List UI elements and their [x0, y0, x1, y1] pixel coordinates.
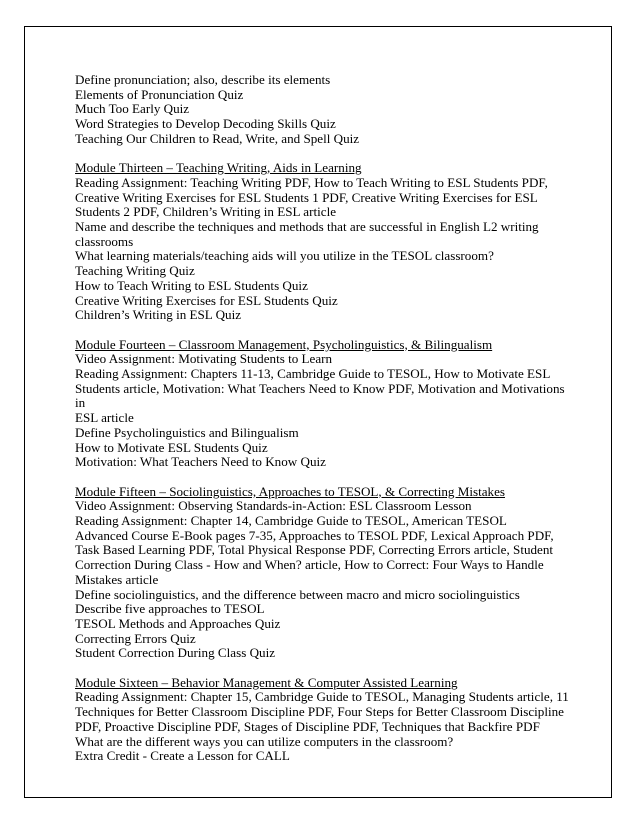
text-line: What are the different ways you can utilize computers in the classroom? — [75, 733, 454, 749]
module-fifteen-heading: Module Fifteen – Sociolinguistics, Approaches to TESOL, & Correcting Mistakes — [75, 483, 505, 499]
text-line: Advanced Course E-Book pages 7-35, Approaches to TESOL PDF, Lexical Approach PDF, — [75, 527, 554, 543]
text-line: How to Motivate ESL Students Quiz — [75, 439, 268, 455]
text-line: Reading Assignment: Chapter 14, Cambridge Guide to TESOL, American TESOL — [75, 513, 507, 529]
text-line: Define pronunciation; also, describe its elements — [75, 72, 331, 87]
text-line: Students article, Motivation: What Teachers Need to Know PDF, Motivation and Motivations in — [75, 380, 565, 411]
text-line: Elements of Pronunciation Quiz — [75, 86, 244, 102]
text-line: Describe five approaches to TESOL — [75, 601, 265, 617]
text-line: Reading Assignment: Teaching Writing PDF, How to Teach Writing to ESL Students PDF, — [75, 174, 548, 190]
text-line: ESL article — [75, 410, 134, 426]
module-fourteen-heading: Module Fourteen – Classroom Management, Psycholinguistics, & Bilingualism — [75, 336, 493, 352]
text-line: classrooms — [75, 233, 134, 249]
text-line: Define Psycholinguistics and Bilingualism — [75, 424, 299, 440]
text-line: How to Teach Writing to ESL Students Quiz — [75, 277, 308, 293]
text-line: Techniques for Better Classroom Discipline PDF, Four Steps for Better Classroom Discipline — [75, 704, 564, 720]
module-sixteen-heading: Module Sixteen – Behavior Management & Computer Assisted Learning — [75, 674, 458, 690]
section-gap — [75, 470, 575, 485]
section-gap — [75, 661, 575, 676]
text-line: Video Assignment: Motivating Students to Learn — [75, 351, 333, 367]
section-gap — [75, 147, 575, 162]
text-line: Teaching Our Children to Read, Write, and Spell Quiz — [75, 130, 360, 146]
module-fourteen-section — [75, 338, 575, 470]
document-body — [75, 73, 575, 764]
text-line: Video Assignment: Observing Standards-in-Action: ESL Classroom Lesson — [75, 498, 472, 514]
module-thirteen-heading: Module Thirteen – Teaching Writing, Aids in Learning — [75, 160, 362, 176]
text-line: Much Too Early Quiz — [75, 101, 190, 117]
text-line: Motivation: What Teachers Need to Know Quiz — [75, 454, 326, 470]
text-line: Mistakes article — [75, 571, 159, 587]
text-line: Children’s Writing in ESL Quiz — [75, 307, 242, 323]
text-line: Student Correction During Class Quiz — [75, 645, 276, 661]
text-line: PDF, Proactive Discipline PDF, Stages of Discipline PDF, Techniques that Backfire PDF — [75, 718, 540, 734]
text-line: Correction During Class - How and When? article, How to Correct: Four Ways to Handle — [75, 557, 544, 573]
text-line: Reading Assignment: Chapter 15, Cambridge Guide to TESOL, Managing Students article, 11 — [75, 689, 569, 705]
text-line: What learning materials/teaching aids will you utilize in the TESOL classroom? — [75, 248, 494, 264]
text-line: Task Based Learning PDF, Total Physical Response PDF, Correcting Errors article, Student — [75, 542, 554, 558]
module-fifteen-section — [75, 485, 575, 661]
text-line: Word Strategies to Develop Decoding Skills Quiz — [75, 116, 336, 132]
text-line: Creative Writing Exercises for ESL Students 1 PDF, Creative Writing Exercises for ESL — [75, 189, 538, 205]
text-line: Name and describe the techniques and methods that are successful in English L2 writing — [75, 219, 539, 235]
text-line: Extra Credit - Create a Lesson for CALL — [75, 748, 290, 764]
text-line: Correcting Errors Quiz — [75, 630, 196, 646]
section-gap — [75, 323, 575, 338]
text-line: TESOL Methods and Approaches Quiz — [75, 615, 281, 631]
text-line: Teaching Writing Quiz — [75, 263, 195, 279]
text-line: Reading Assignment: Chapters 11-13, Cambridge Guide to TESOL, How to Motivate ESL — [75, 366, 551, 382]
intro-section — [75, 73, 575, 147]
text-line: Define sociolinguistics, and the difference between macro and micro sociolinguistics — [75, 586, 520, 602]
module-thirteen-section — [75, 161, 575, 323]
module-sixteen-section — [75, 676, 575, 764]
text-line: Creative Writing Exercises for ESL Students Quiz — [75, 292, 338, 308]
text-line: Students 2 PDF, Children’s Writing in ESL article — [75, 204, 337, 220]
